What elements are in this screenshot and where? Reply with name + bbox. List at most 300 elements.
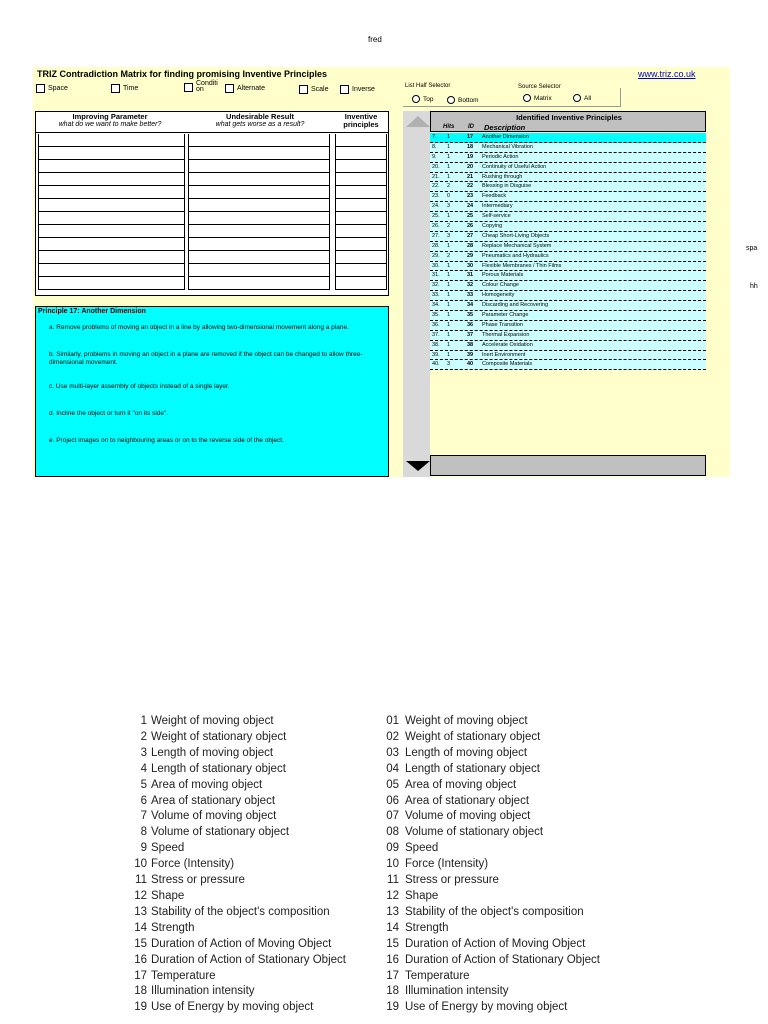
checkbox-scale[interactable] xyxy=(299,85,329,94)
parameter-name: Area of stationary object xyxy=(151,794,276,807)
principle-line-d: d. Incline the object or turn it "on its side". xyxy=(49,410,169,417)
principles-input[interactable] xyxy=(335,264,387,277)
principle-row[interactable] xyxy=(430,232,706,242)
undesirable-header xyxy=(186,113,334,129)
parameter-name: Use of Energy by moving object xyxy=(405,1001,568,1014)
improving-input[interactable] xyxy=(38,134,185,147)
improving-input[interactable] xyxy=(38,277,185,290)
row-description: Discarding and Recovering xyxy=(482,302,549,309)
row-id: 39 xyxy=(467,351,474,358)
row-description: Feedback xyxy=(482,193,507,200)
parameter-table xyxy=(35,111,389,296)
row-number: 21. xyxy=(432,173,440,180)
scrollbar[interactable] xyxy=(403,111,430,477)
checkbox-condition[interactable] xyxy=(184,81,218,93)
principle-row[interactable] xyxy=(430,212,706,222)
parameter-name: Area of moving object xyxy=(151,778,263,791)
row-description: Parameter Change xyxy=(482,312,529,319)
principles-title: Identified Inventive Principles xyxy=(516,113,622,122)
parameter-name: Volume of stationary object xyxy=(151,826,290,839)
row-number: 26. xyxy=(432,223,440,230)
parameter-number: 17 xyxy=(134,969,147,982)
row-id: 24 xyxy=(467,203,474,210)
parameter-item xyxy=(118,825,346,841)
checkbox-label: Scale xyxy=(311,86,329,93)
parameter-item xyxy=(384,809,600,825)
parameter-number: 12 xyxy=(386,889,399,902)
parameter-item xyxy=(384,873,600,889)
row-number: 37. xyxy=(432,331,440,338)
row-id: 36 xyxy=(467,321,474,328)
row-hits: 1 xyxy=(447,341,451,348)
principle-row[interactable] xyxy=(430,182,706,192)
parameter-number: 05 xyxy=(386,778,399,791)
principle-row[interactable] xyxy=(430,341,706,351)
parameter-item xyxy=(118,873,346,889)
row-description: Cheap Short-Living Objects xyxy=(482,232,550,239)
row-hits: 2 xyxy=(447,252,451,259)
row-hits: 1 xyxy=(447,292,451,299)
row-hits: 1 xyxy=(447,282,451,289)
parameter-item xyxy=(384,905,600,921)
undesirable-input[interactable] xyxy=(188,264,330,277)
row-id: 32 xyxy=(467,282,474,289)
parameter-item xyxy=(118,794,346,810)
parameter-name: Stability of the object's composition xyxy=(151,905,330,918)
inventive-title: Inventive xyxy=(344,112,378,121)
parameter-item xyxy=(384,778,600,794)
column-description: Description xyxy=(484,123,526,132)
parameter-number: 7 xyxy=(140,810,147,823)
parameter-item xyxy=(384,841,600,857)
row-hits: 3 xyxy=(447,232,451,239)
principle-row[interactable] xyxy=(430,281,706,291)
principle-line-e: e. Project images on to neighbouring areas or on to the reverse side of the object. xyxy=(49,437,284,444)
principle-row[interactable] xyxy=(430,271,706,281)
parameter-name: Length of stationary object xyxy=(151,762,286,775)
parameter-item xyxy=(118,953,346,969)
parameter-name: Volume of moving object xyxy=(151,810,277,823)
parameter-name: Stability of the object's composition xyxy=(405,905,584,918)
row-number: 32. xyxy=(432,282,440,289)
parameter-name: Length of moving object xyxy=(405,746,528,759)
row-number: 31. xyxy=(432,272,440,279)
undesirable-input[interactable] xyxy=(188,134,330,147)
parameter-number: 18 xyxy=(134,985,147,998)
parameter-item xyxy=(384,937,600,953)
side-text: spa xyxy=(746,245,758,252)
parameter-name: Force (Intensity) xyxy=(151,858,235,871)
parameter-item xyxy=(118,1000,346,1016)
undesirable-input[interactable] xyxy=(188,147,330,160)
parameter-name: Stress or pressure xyxy=(151,874,245,887)
column-id: ID xyxy=(468,124,474,130)
undesirable-input[interactable] xyxy=(188,186,330,199)
parameter-item xyxy=(118,889,346,905)
parameter-item xyxy=(118,984,346,1000)
row-id: 27 xyxy=(467,232,474,239)
row-hits: 1 xyxy=(447,163,451,170)
radio-top[interactable] xyxy=(412,95,433,103)
row-id: 34 xyxy=(467,302,474,309)
parameter-number: 03 xyxy=(386,746,399,759)
principle-row[interactable] xyxy=(430,153,706,163)
parameter-name: Duration of Action of Stationary Object xyxy=(405,953,600,966)
row-hits: 0 xyxy=(447,193,451,200)
parameter-item xyxy=(118,905,346,921)
radio-matrix[interactable] xyxy=(523,94,552,102)
principle-line-a: a. Remove problems of moving an object in a line by allowing two-dimensional movement along a plane. xyxy=(49,324,349,331)
parameter-name: Illumination intensity xyxy=(405,985,509,998)
side-text: hh xyxy=(750,283,758,290)
parameter-number: 4 xyxy=(140,762,147,775)
undesirable-input[interactable] xyxy=(188,225,330,238)
row-id: 23 xyxy=(467,193,474,200)
row-description: Phase Transition xyxy=(482,321,523,328)
principle-row[interactable] xyxy=(430,262,706,272)
improving-input[interactable] xyxy=(38,238,185,251)
checkbox-label: Inverse xyxy=(352,86,375,93)
parameter-number: 1 xyxy=(140,715,147,727)
undesirable-subtitle: what gets worse as a result? xyxy=(215,121,305,128)
principles-input[interactable] xyxy=(335,199,387,212)
row-description: Copying xyxy=(482,223,503,230)
principles-input[interactable] xyxy=(335,160,387,173)
row-hits: 1 xyxy=(447,262,451,269)
row-description: Continuity of Useful Action xyxy=(482,163,547,170)
checkbox-label: Time xyxy=(123,85,139,92)
row-description: Periodic Action xyxy=(482,153,519,160)
row-description: Composite Materials xyxy=(482,361,533,368)
row-description: Self-service xyxy=(482,213,511,220)
parameter-name: Length of stationary object xyxy=(405,762,540,775)
radio-all[interactable] xyxy=(573,94,591,102)
parameter-name: Weight of moving object xyxy=(405,715,528,727)
parameter-number: 10 xyxy=(134,858,147,871)
scroll-up-icon[interactable] xyxy=(406,116,430,127)
checkbox-time[interactable] xyxy=(111,84,138,93)
parameter-item xyxy=(118,714,346,730)
checkbox-space[interactable] xyxy=(36,84,68,93)
undesirable-input[interactable] xyxy=(188,251,330,264)
checkbox-box[interactable] xyxy=(184,83,193,92)
row-description: Another Dimension xyxy=(482,134,529,140)
checkbox-box[interactable] xyxy=(225,84,234,93)
principle-row[interactable] xyxy=(430,192,706,202)
parameter-name: Duration of Action of Stationary Object xyxy=(151,953,346,966)
principles-input[interactable] xyxy=(335,147,387,160)
radio-circle[interactable] xyxy=(573,94,581,102)
principle-row[interactable] xyxy=(430,351,706,361)
checkbox-alternate[interactable] xyxy=(225,84,265,93)
improving-input[interactable] xyxy=(38,225,185,238)
parameter-number: 14 xyxy=(386,921,399,934)
principle-row[interactable] xyxy=(430,242,706,252)
row-number: 27. xyxy=(432,232,440,239)
row-description: Mechanical Vibration xyxy=(482,143,533,150)
principles-input[interactable] xyxy=(335,212,387,225)
parameter-name: Length of moving object xyxy=(151,746,274,759)
improving-input[interactable] xyxy=(38,251,185,264)
row-number: 39. xyxy=(432,351,440,358)
row-number: 29. xyxy=(432,252,440,259)
row-description: Pneumatics and Hydraulics xyxy=(482,252,549,259)
row-description: Flexible Membranes / Thin Films xyxy=(482,262,562,269)
parameter-number: 15 xyxy=(134,937,147,950)
row-hits: 3 xyxy=(447,361,451,368)
principle-row[interactable] xyxy=(430,331,706,341)
row-hits: 1 xyxy=(447,213,451,220)
row-id: 33 xyxy=(467,292,474,299)
row-id: 18 xyxy=(467,143,474,150)
undesirable-input[interactable] xyxy=(188,238,330,251)
radio-bottom[interactable] xyxy=(447,96,479,104)
row-number: 7. xyxy=(432,134,437,140)
principles-input[interactable] xyxy=(335,186,387,199)
principle-row[interactable] xyxy=(430,311,706,321)
principles-header xyxy=(430,111,706,132)
parameter-list-left xyxy=(118,714,346,1016)
parameter-item xyxy=(384,921,600,937)
principle-row[interactable] xyxy=(430,321,706,331)
row-number: 22. xyxy=(432,183,440,190)
principles-input[interactable] xyxy=(335,173,387,186)
parameter-name: Strength xyxy=(405,921,449,934)
principles-list xyxy=(430,133,706,370)
radio-circle[interactable] xyxy=(447,96,455,104)
row-hits: 1 xyxy=(447,242,451,249)
improving-input[interactable] xyxy=(38,212,185,225)
parameter-number: 02 xyxy=(386,730,399,743)
row-description: Accelerate Oxidation xyxy=(482,341,533,348)
header-text: fred xyxy=(368,35,382,44)
parameter-name: Volume of stationary object xyxy=(405,826,544,839)
row-id: 37 xyxy=(467,331,474,338)
parameter-item xyxy=(118,937,346,953)
undesirable-input[interactable] xyxy=(188,212,330,225)
parameter-number: 15 xyxy=(386,937,399,950)
row-description: Colour Change xyxy=(482,282,519,289)
row-hits: 2 xyxy=(447,223,451,230)
principle-row[interactable] xyxy=(430,163,706,173)
principle-row[interactable] xyxy=(430,202,706,212)
triz-link[interactable]: www.triz.co.uk xyxy=(638,69,696,79)
principles-input[interactable] xyxy=(335,134,387,147)
improving-input[interactable] xyxy=(38,199,185,212)
row-id: 30 xyxy=(467,262,474,269)
parameter-name: Area of stationary object xyxy=(405,794,530,807)
principles-input[interactable] xyxy=(335,277,387,290)
checkbox-box[interactable] xyxy=(340,85,349,94)
row-number: 35. xyxy=(432,312,440,319)
row-id: 20 xyxy=(467,163,474,170)
parameter-number: 13 xyxy=(386,905,399,918)
principles-input[interactable] xyxy=(335,251,387,264)
improving-input[interactable] xyxy=(38,173,185,186)
parameter-name: Shape xyxy=(405,889,439,902)
column-hits: Hits xyxy=(443,124,455,130)
row-id: 17 xyxy=(467,134,474,140)
source-selector-label: Source Selector xyxy=(518,84,561,90)
row-description: Intermediary xyxy=(482,203,513,210)
row-id: 31 xyxy=(467,272,474,279)
matrix-title: TRIZ Contradiction Matrix for finding promising Inventive Principles xyxy=(37,69,328,79)
principle-row[interactable] xyxy=(430,252,706,262)
radio-circle[interactable] xyxy=(523,94,531,102)
row-number: 9. xyxy=(432,153,437,160)
parameter-item xyxy=(384,953,600,969)
parameter-number: 01 xyxy=(386,715,399,727)
undesirable-input[interactable] xyxy=(188,160,330,173)
parameter-item xyxy=(118,730,346,746)
principle-row[interactable] xyxy=(430,143,706,153)
parameter-number: 11 xyxy=(387,874,399,887)
checkbox-box[interactable] xyxy=(299,85,308,94)
improving-input[interactable] xyxy=(38,160,185,173)
checkbox-label: Space xyxy=(48,85,68,92)
scroll-down-icon[interactable] xyxy=(406,461,430,471)
row-hits: 1 xyxy=(447,302,451,309)
inventive-subtitle: principles xyxy=(343,120,379,129)
parameter-number: 19 xyxy=(134,1001,147,1014)
checkbox-box[interactable] xyxy=(36,84,45,93)
parameter-name: Speed xyxy=(405,842,439,855)
principle-row[interactable] xyxy=(430,133,706,143)
undesirable-input[interactable] xyxy=(188,173,330,186)
row-hits: 1 xyxy=(447,173,451,180)
undesirable-input[interactable] xyxy=(188,277,330,290)
parameter-item xyxy=(118,921,346,937)
parameter-name: Temperature xyxy=(151,969,216,982)
row-number: 40. xyxy=(432,361,440,368)
parameter-name: Stress or pressure xyxy=(405,874,499,887)
row-description: Rushing through xyxy=(482,173,523,180)
row-number: 20. xyxy=(432,163,440,170)
parameter-name: Speed xyxy=(151,842,185,855)
parameter-number: 12 xyxy=(134,889,147,902)
row-id: 35 xyxy=(467,312,474,319)
row-hits: 1 xyxy=(447,321,451,328)
parameter-number: 2 xyxy=(140,730,147,743)
row-id: 26 xyxy=(467,223,474,230)
parameter-item xyxy=(118,857,346,873)
parameter-number: 13 xyxy=(134,905,147,918)
row-hits: 2 xyxy=(447,183,451,190)
undesirable-input[interactable] xyxy=(188,199,330,212)
parameter-number: 5 xyxy=(140,778,147,791)
parameter-number: 3 xyxy=(140,746,147,759)
row-number: 24. xyxy=(432,203,440,210)
row-hits: 3 xyxy=(447,203,451,210)
parameter-number: 16 xyxy=(134,953,147,966)
principle-row[interactable] xyxy=(430,173,706,183)
principle-row[interactable] xyxy=(430,301,706,311)
row-id: 25 xyxy=(467,213,474,220)
row-number: 28. xyxy=(432,242,440,249)
radio-label: Bottom xyxy=(458,96,479,104)
row-number: 34. xyxy=(432,302,440,309)
parameter-number: 07 xyxy=(386,810,399,823)
row-hits: 1 xyxy=(447,153,451,160)
row-id: 38 xyxy=(467,341,474,348)
row-number: 30. xyxy=(432,262,440,269)
row-hits: 1 xyxy=(447,312,451,319)
parameter-number: 08 xyxy=(386,826,399,839)
parameter-number: 18 xyxy=(386,985,399,998)
principles-input[interactable] xyxy=(335,225,387,238)
principle-row[interactable] xyxy=(430,360,706,370)
parameter-item xyxy=(384,746,600,762)
parameter-name: Weight of moving object xyxy=(151,715,274,727)
checkbox-inverse[interactable] xyxy=(340,85,375,94)
parameter-name: Weight of stationary object xyxy=(151,730,287,743)
parameter-item xyxy=(384,969,600,985)
parameter-name: Strength xyxy=(151,921,195,934)
parameter-item xyxy=(118,969,346,985)
parameter-item xyxy=(118,809,346,825)
parameter-number: 04 xyxy=(386,762,399,775)
parameter-number: 10 xyxy=(386,858,399,871)
parameter-name: Temperature xyxy=(405,969,470,982)
principle-line-c: c. Use multi-layer assembly of objects instead of a single layer. xyxy=(49,383,230,390)
parameter-item xyxy=(384,857,600,873)
parameter-name: Duration of Action of Moving Object xyxy=(151,937,332,950)
row-description: Homogeneity xyxy=(482,292,515,299)
row-description: Inert Environment xyxy=(482,351,526,358)
principles-input[interactable] xyxy=(335,238,387,251)
principle-line-b: b. Similarly, problems in moving an object in a plane are removed if the object can be changed to allow three-dimensional movement. xyxy=(49,351,363,366)
improving-subtitle: what do we want to make better? xyxy=(58,121,162,128)
parameter-number: 09 xyxy=(386,842,399,855)
parameter-number: 06 xyxy=(386,794,399,807)
improving-input[interactable] xyxy=(38,147,185,160)
parameter-name: Volume of moving object xyxy=(405,810,531,823)
parameter-item xyxy=(384,714,600,730)
row-id: 21 xyxy=(467,173,474,180)
parameter-item xyxy=(384,794,600,810)
improving-input[interactable] xyxy=(38,186,185,199)
principle-row[interactable] xyxy=(430,222,706,232)
parameter-number: 9 xyxy=(140,842,147,855)
row-number: 23. xyxy=(432,193,440,200)
row-number: 8. xyxy=(432,143,437,150)
row-description: Thermal Expansion xyxy=(482,331,530,338)
parameter-number: 17 xyxy=(386,969,399,982)
parameter-name: Force (Intensity) xyxy=(405,858,489,871)
improving-input[interactable] xyxy=(38,264,185,277)
parameter-name: Weight of stationary object xyxy=(405,730,541,743)
parameter-list-right xyxy=(384,714,600,1016)
parameter-item xyxy=(384,984,600,1000)
parameter-item xyxy=(118,762,346,778)
row-id: 28 xyxy=(467,242,474,249)
improving-title: Improving Parameter xyxy=(72,112,148,121)
radio-label: All xyxy=(584,94,592,102)
row-id: 40 xyxy=(467,361,474,368)
row-id: 29 xyxy=(467,252,474,259)
parameter-item xyxy=(384,730,600,746)
row-hits: 1 xyxy=(447,351,451,358)
checkbox-box[interactable] xyxy=(111,84,120,93)
row-hits: 1 xyxy=(447,143,451,150)
principle-row[interactable] xyxy=(430,291,706,301)
row-description: Replace Mechanical System xyxy=(482,242,552,249)
parameter-number: 16 xyxy=(386,953,399,966)
row-hits: 1 xyxy=(447,331,451,338)
radio-circle[interactable] xyxy=(412,95,420,103)
parameter-name: Duration of Action of Moving Object xyxy=(405,937,586,950)
parameter-number: 19 xyxy=(386,1001,399,1014)
